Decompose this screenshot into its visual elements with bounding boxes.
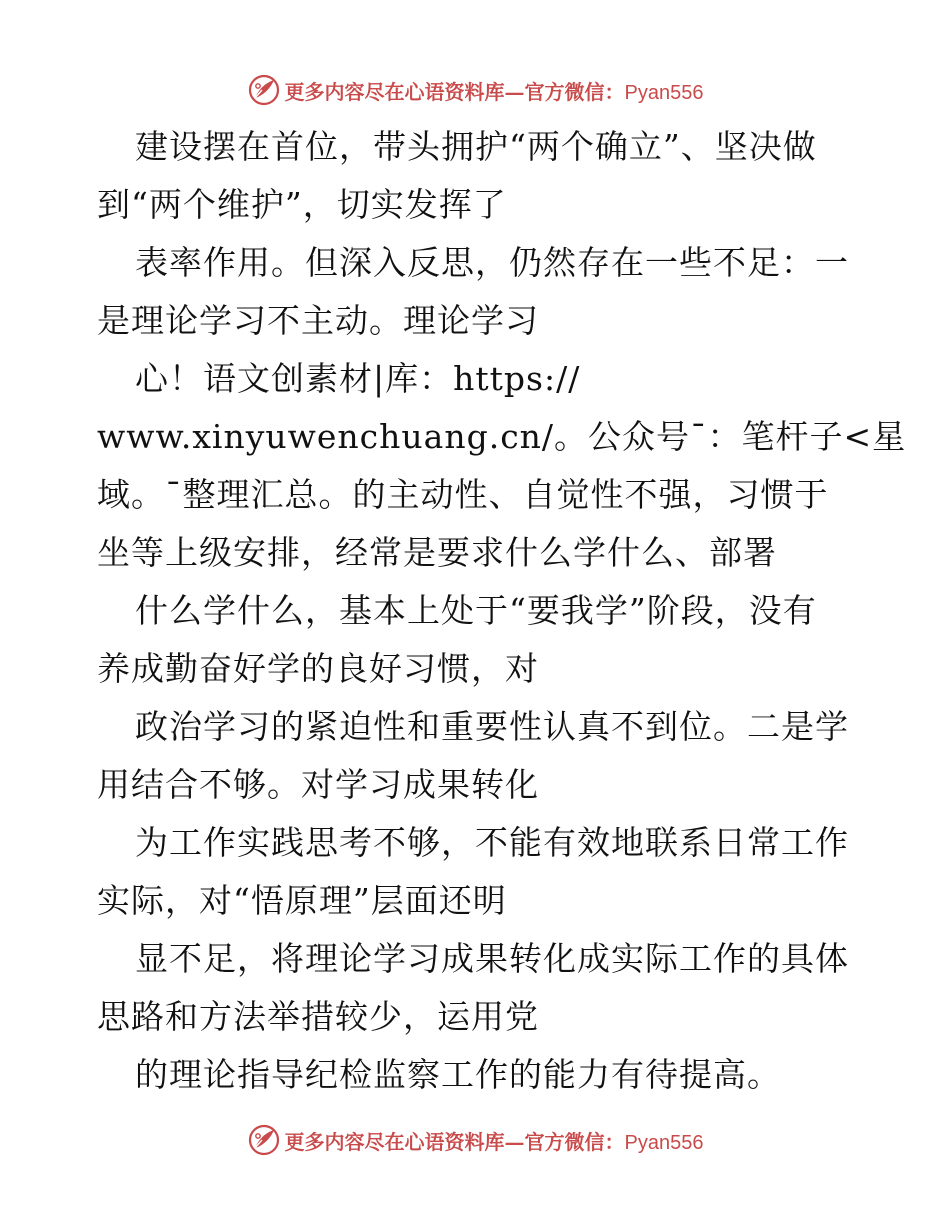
text-line: 用结合不够。对学习成果转化 [97, 765, 539, 804]
watermark-group [247, 1123, 704, 1157]
quill-pen-icon [247, 73, 281, 107]
text-line: 坐等上级安排，经常是要求什么学什么、部署 [97, 533, 777, 572]
text-line: 什么学什么，基本上处于“要我学”阶段，没有 [135, 591, 817, 630]
watermark-text: 更多内容尽在心语资料库—官方微信：Pyan556 [284, 1129, 704, 1154]
document-body [97, 118, 907, 1104]
quill-pen-icon [247, 1123, 281, 1157]
footer-watermark [0, 1120, 950, 1160]
text-line: 到“两个维护”，切实发挥了 [97, 185, 507, 224]
text-line: 是理论学习不主动。理论学习 [97, 301, 539, 340]
text-line: 显不足，将理论学习成果转化成实际工作的具体 [135, 939, 849, 978]
text-line: 的理论指导纪检监察工作的能力有待提高。 [135, 1055, 781, 1094]
text-line: 表率作用。但深入反思，仍然存在一些不足：一 [135, 243, 849, 282]
text-line: 为工作实践思考不够，不能有效地联系日常工作 [135, 823, 849, 862]
text-line: 实际，对“悟原理”层面还明 [97, 881, 507, 920]
watermark-group [247, 73, 704, 107]
text-line: 思路和方法举措较少，运用党 [97, 997, 539, 1036]
text-line: 心！语文创素材|库：https:// [135, 359, 581, 398]
watermark-text: 更多内容尽在心语资料库—官方微信：Pyan556 [284, 79, 704, 104]
header-watermark [0, 70, 950, 110]
text-line: 域。¯整理汇总。的主动性、自觉性不强，习惯于 [97, 475, 829, 514]
text-line: 政治学习的紧迫性和重要性认真不到位。二是学 [135, 707, 849, 746]
text-line: 养成勤奋好学的良好习惯，对 [97, 649, 539, 688]
text-line: www.xinyuwenchuang.cn/。公众号¯：笔杆子<星 [97, 417, 907, 456]
text-line: 建设摆在首位，带头拥护“两个确立”、坚决做 [135, 127, 817, 166]
